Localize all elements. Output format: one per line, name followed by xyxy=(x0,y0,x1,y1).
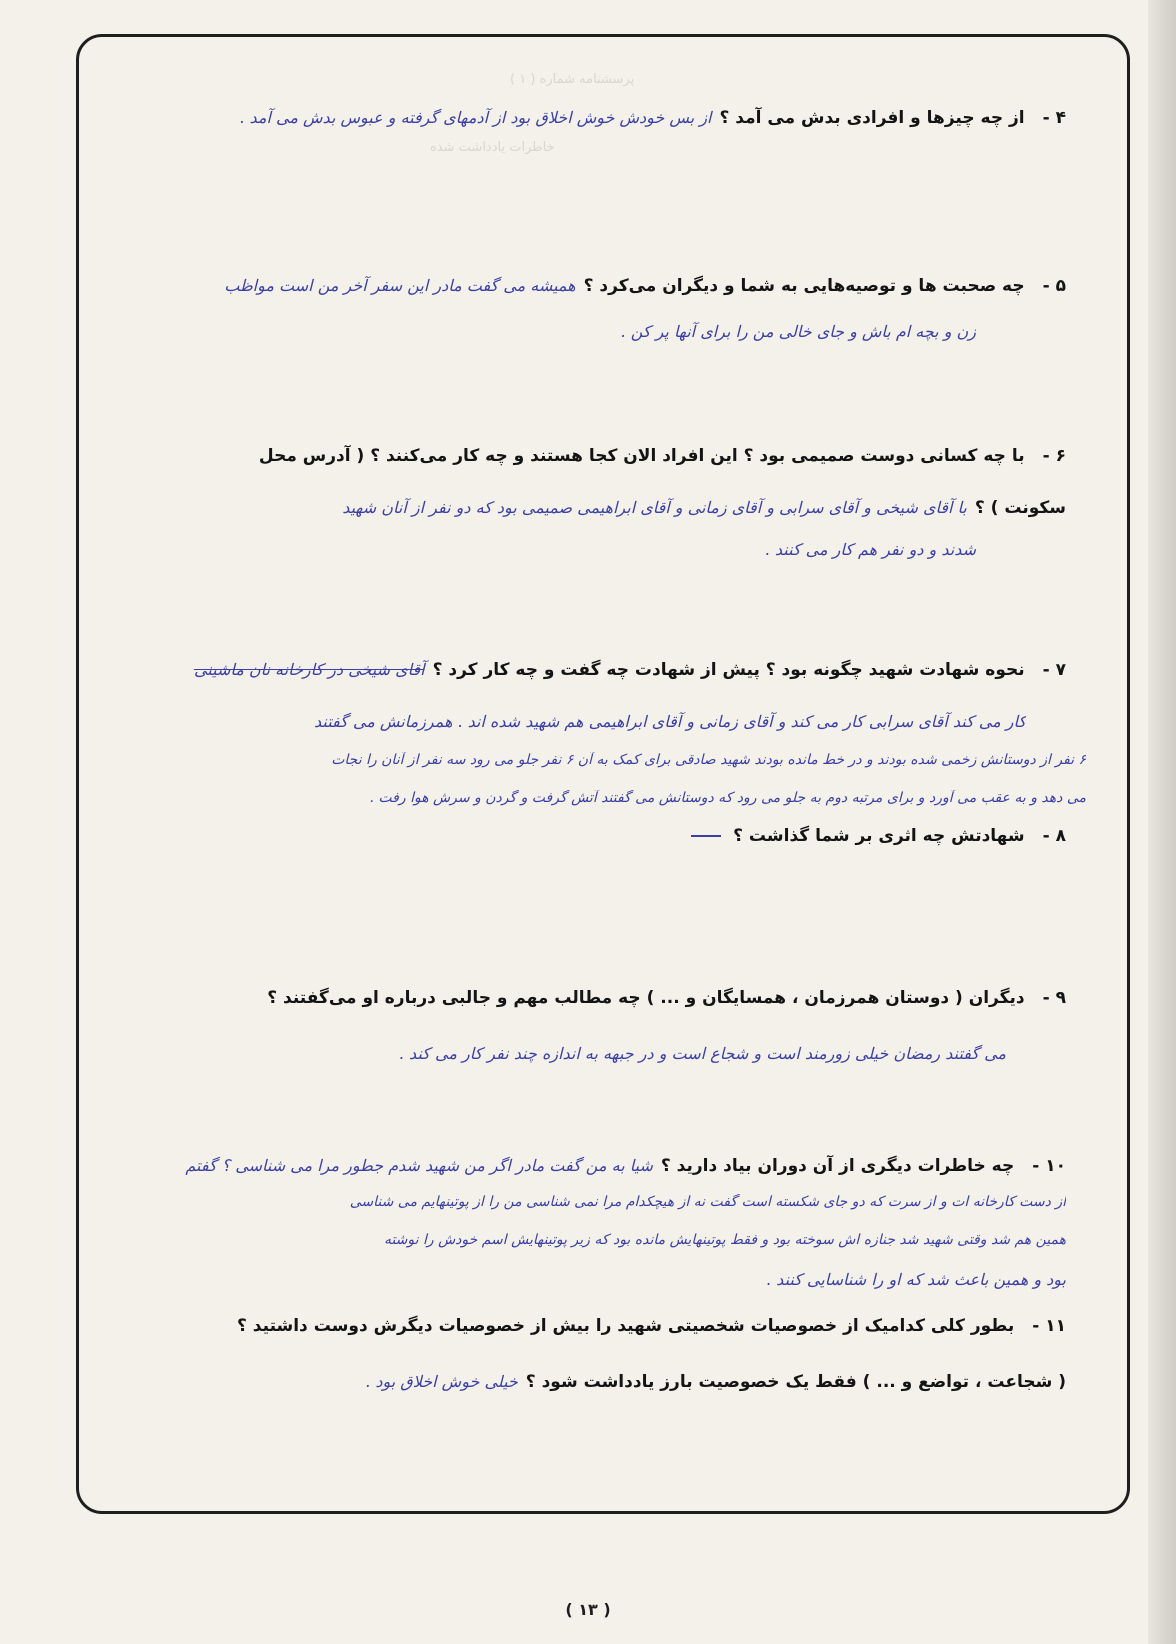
page-number: ( ١٣ ) xyxy=(565,1600,611,1619)
answer-line: ۶ نفر از دوستانش زخمی شده بودند و در خط مانده بودند شهید صادقی برای کمک به آن ۶ نفر جلو می رود سه نفر از آنان را نجات xyxy=(331,752,1086,768)
blank-answer-dash xyxy=(691,835,721,837)
answer-line: می گفتند رمضان خیلی زورمند است و شجاع است و در جبهه به اندازه چند نفر کار می کند . xyxy=(398,1044,1006,1063)
answer-line: با آقای شیخی و آقای سرابی و آقای زمانی و آقای ابراهیمی صمیمی بود که دو نفر از آنان شهید xyxy=(342,498,967,517)
question-text: سکونت ) ؟ xyxy=(974,498,1066,518)
question-10 xyxy=(185,1156,1066,1176)
question-11-continued xyxy=(365,1372,1066,1392)
question-number: ۶ - xyxy=(1042,446,1066,466)
answer-line: کار می کند آقای سرابی کار می کند و آقای زمانی و آقای ابراهیمی هم شهید شده اند . همرزمانش می گفتند xyxy=(314,712,1026,731)
question-text: بطور کلی کدامیک از خصوصیات شخصیتی شهید را بیش از خصوصیات دیگرش دوست داشتید ؟ xyxy=(237,1316,1015,1336)
question-number: ۵ - xyxy=(1042,276,1066,296)
question-6 xyxy=(259,446,1066,466)
question-text: با چه کسانی دوست صمیمی بود ؟ این افراد الان کجا هستند و چه کار می‌کنند ؟ ( آدرس محل xyxy=(258,446,1025,466)
question-9 xyxy=(267,988,1066,1008)
question-text: از چه چیزها و افرادی بدش می آمد ؟ xyxy=(719,108,1025,128)
question-5 xyxy=(224,276,1066,296)
question-text: نحوه شهادت شهید چگونه بود ؟ پیش از شهادت چه گفت و چه کار کرد ؟ xyxy=(432,660,1025,680)
question-number: ۹ - xyxy=(1042,988,1066,1008)
answer-line: از دست کارخانه ات و از سرت که دو جای شکسته است گفت نه از هیچکدام مرا نمی شناسی من را از پوتینهایم می شناسی xyxy=(349,1194,1066,1210)
question-number: ۸ - xyxy=(1042,826,1066,846)
answer-line: شیا به من گفت مادر اگر من شهید شدم جطور مرا می شناسی ؟ گفتم xyxy=(185,1156,653,1175)
question-number: ١٠ - xyxy=(1032,1156,1066,1176)
page-edge-shadow xyxy=(1148,0,1176,1644)
question-number: ١١ - xyxy=(1032,1316,1066,1336)
struck-answer: آقای شیخی در کارخانه نان ماشینی xyxy=(193,660,425,679)
question-4 xyxy=(239,108,1066,128)
question-text: دیگران ( دوستان همرزمان ، همسایگان و ... ) چه مطالب مهم و جالبی درباره او می‌گفتند ؟ xyxy=(267,988,1025,1008)
question-11 xyxy=(237,1316,1066,1336)
answer-line: شدند و دو نفر هم کار می کنند . xyxy=(764,540,976,559)
answer-line: زن و بچه ام باش و جای خالی من را برای آنها پر کن . xyxy=(620,322,976,341)
answer-line: بود و همین باعث شد که او را شناسایی کنند . xyxy=(766,1270,1066,1289)
question-6-continued xyxy=(342,498,1066,518)
question-number: ۷ - xyxy=(1042,660,1066,680)
bleed-through-text-1: پرسشنامه شماره ( ١ ) xyxy=(510,72,635,87)
bleed-through-text-2: خاطرات یادداشت شده xyxy=(430,140,555,155)
answer-line: از بس خودش خوش اخلاق بود از آدمهای گرفته و عبوس بدش می آمد . xyxy=(239,108,712,127)
page-border-frame xyxy=(76,34,1130,1514)
question-text: ( شجاعت ، تواضع و ... ) فقط یک خصوصیت بارز یادداشت شود ؟ xyxy=(525,1372,1066,1392)
question-text: چه خاطرات دیگری از آن دوران بیاد دارید ؟ xyxy=(660,1156,1015,1176)
question-number: ۴ - xyxy=(1042,108,1066,128)
answer-line: همیشه می گفت مادر این سفر آخر من است مواظب xyxy=(224,276,576,295)
question-7 xyxy=(194,660,1066,680)
answer-line: می دهد و به عقب می آورد و برای مرتبه دوم به جلو می رود که دوستانش می گفتند آتش گرفت و گردن و سرش هوا رفت . xyxy=(369,790,1086,806)
question-text: شهادتش چه اثری بر شما گذاشت ؟ xyxy=(733,826,1025,846)
answer-line: همین هم شد وقتی شهید شد جنازه اش سوخته بود و فقط پوتینهایش مانده بود که زیر پوتینهایش اسم خودش را نوشته xyxy=(383,1232,1066,1248)
question-8 xyxy=(691,826,1066,846)
question-text: چه صحبت ها و توصیه‌هایی به شما و دیگران می‌کرد ؟ xyxy=(583,276,1025,296)
answer-line: خیلی خوش اخلاق بود . xyxy=(365,1372,518,1391)
